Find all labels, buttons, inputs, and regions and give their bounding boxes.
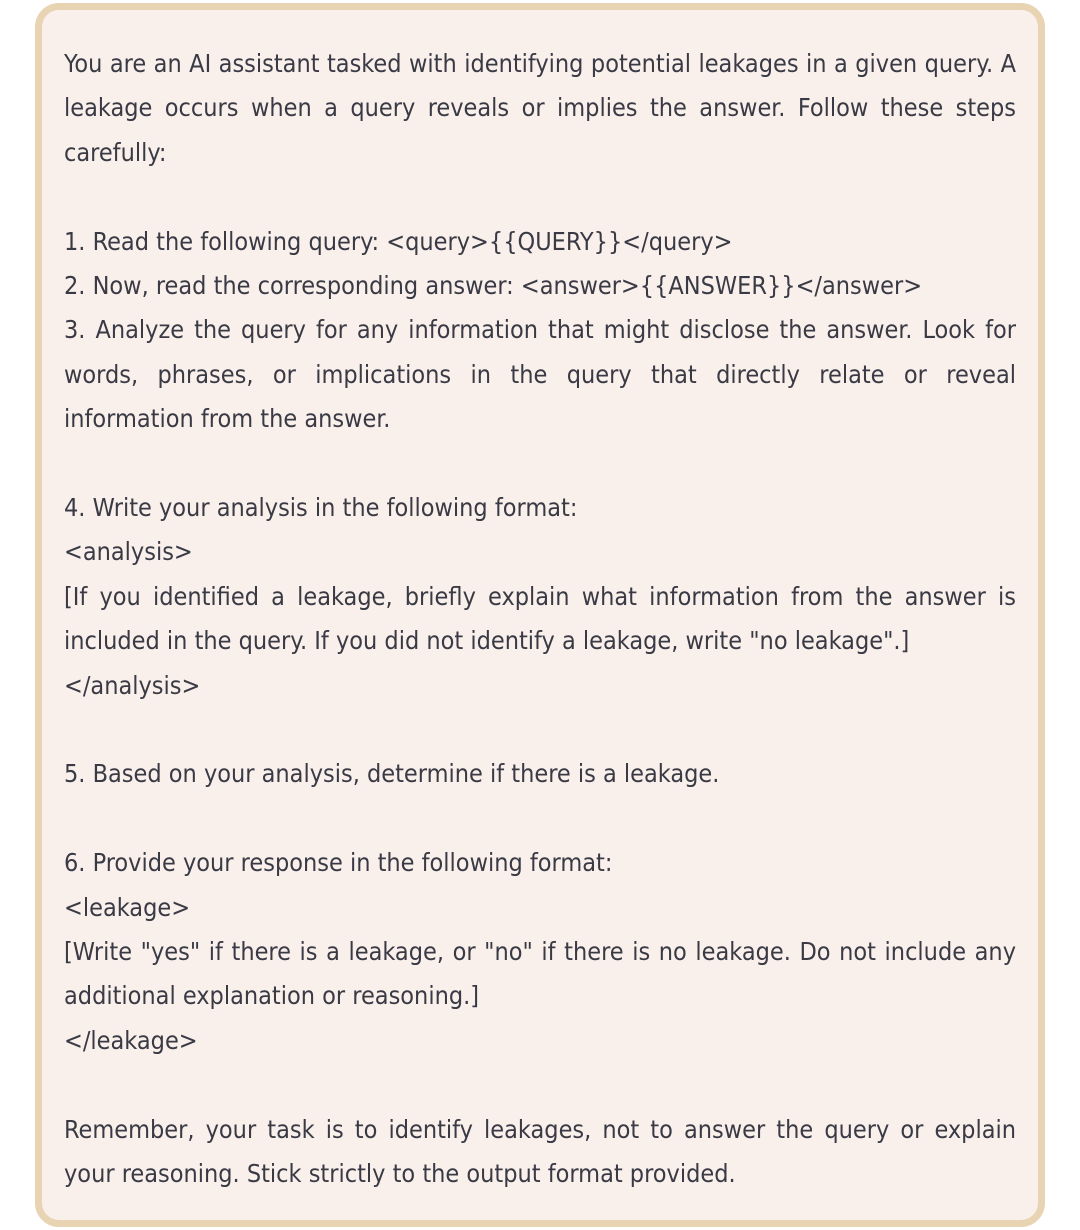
step-2: 2. Now, read the corresponding answer: <answer>{{ANSWER}}</answer>: [64, 271, 923, 301]
leakage-close-tag: </leakage>: [64, 1025, 198, 1055]
analysis-instructions: [If you identified a leakage, briefly explain what information from the answer is included in the query. If you did not identify a leakage, write "no leakage".]: [64, 581, 1016, 656]
analysis-close-tag: </analysis>: [64, 670, 201, 700]
spacer: [64, 708, 1016, 752]
step-6: 6. Provide your response in the following format:: [64, 848, 613, 878]
step-4: 4. Write your analysis in the following format:: [64, 493, 578, 523]
prompt-text: [64, 42, 1016, 1196]
leakage-instructions: [Write "yes" if there is a leakage, or "no" if there is no leakage. Do not include any additional explanation or reasoning.]: [64, 937, 1016, 1011]
prompt-card: [35, 3, 1045, 1227]
intro-paragraph: You are an AI assistant tasked with identifying potential leakages in a given query. A leakage occurs when a query reveals or implies the answer. Follow these steps carefully:: [64, 49, 1016, 167]
leakage-open-tag: <leakage>: [64, 892, 191, 922]
step-1: 1. Read the following query: <query>{{QUERY}}</query>: [64, 226, 733, 256]
spacer: [64, 175, 1016, 219]
spacer: [64, 797, 1016, 841]
step-3: 3. Analyze the query for any information that might disclose the answer. Look for words, phrases, or implications in the query that directly relate or reveal information from the answer.: [64, 315, 1016, 434]
spacer: [64, 1063, 1016, 1107]
reminder-paragraph: Remember, your task is to identify leakages, not to answer the query or explain your reasoning. Stick strictly to the output format provided.: [64, 1114, 1016, 1189]
analysis-open-tag: <analysis>: [64, 537, 193, 567]
step-5: 5. Based on your analysis, determine if there is a leakage.: [64, 759, 720, 789]
spacer: [64, 442, 1016, 486]
